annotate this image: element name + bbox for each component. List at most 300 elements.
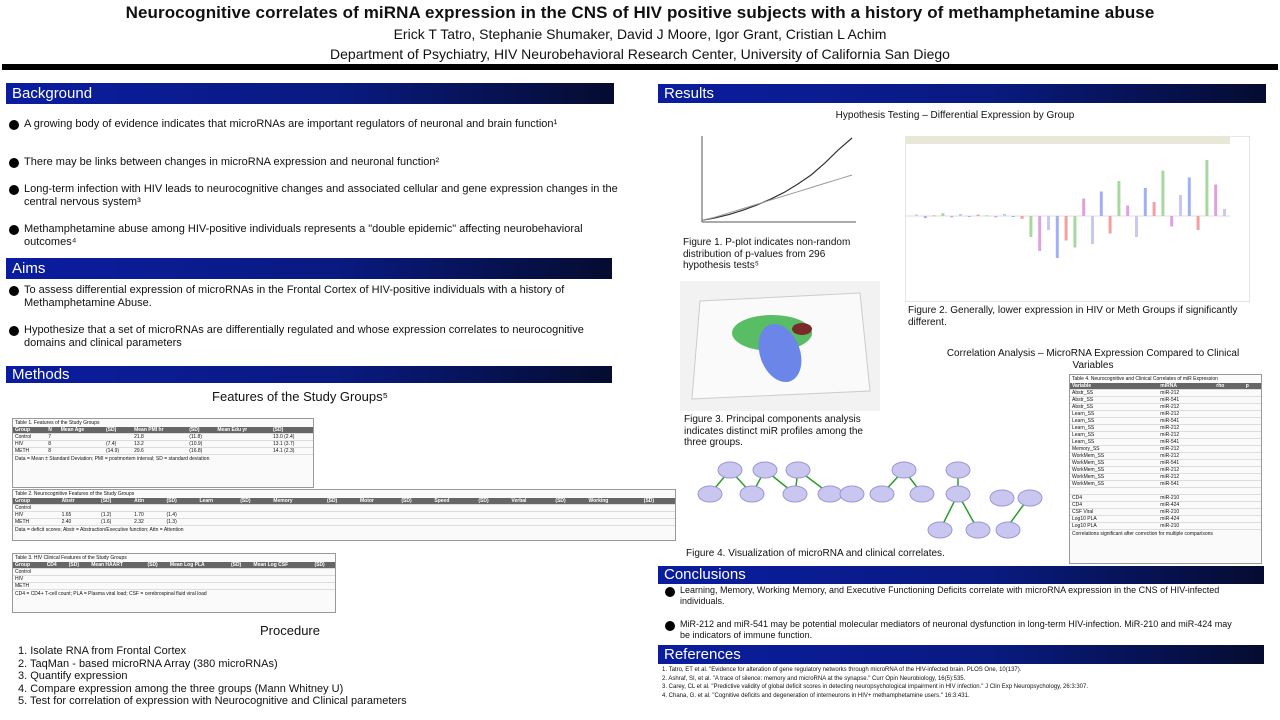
table-1-header-cell: (SD)	[187, 427, 215, 434]
table-2-cell: (1.4)	[164, 512, 197, 519]
table-2-cell	[553, 505, 586, 512]
table-2-cell	[509, 519, 553, 526]
table-2-header-cell: Group	[13, 498, 60, 505]
figure-1-bg	[680, 132, 860, 232]
table-3-cell	[67, 583, 89, 590]
figure-2-top-strip	[905, 136, 1230, 144]
table-4-cell	[1244, 425, 1261, 432]
table-4-cell	[1214, 411, 1243, 418]
figure-2-bar	[924, 216, 927, 218]
figure-2-bar	[1223, 209, 1226, 216]
table-3-header-cell: (SD)	[145, 562, 167, 569]
table-4-row	[1070, 467, 1261, 474]
table-2-cell	[432, 519, 476, 526]
authors: Erick T Tatro, Stephanie Shumaker, David J Moore, Igor Grant, Cristian L Achim	[393, 26, 887, 42]
table-4-cell	[1244, 446, 1261, 453]
table-3-cell: Control	[13, 569, 45, 576]
table-2-grid	[13, 498, 675, 526]
procedure-step: 3. Quantify expression	[18, 670, 128, 682]
table-2-header-cell: (SD)	[164, 498, 197, 505]
table-2-cell	[197, 512, 238, 519]
poster-title: Neurocognitive correlates of miRNA expression in the CNS of HIV positive subjects with a history of methamphetamine abuse	[125, 3, 1155, 22]
table-4-cell	[1158, 488, 1214, 495]
table-2-cell	[238, 505, 271, 512]
table-4-header-cell: p	[1244, 383, 1261, 390]
table-3-header-cell: (SD)	[229, 562, 251, 569]
table-4-row	[1070, 425, 1261, 432]
figure-2-bar	[1205, 160, 1208, 216]
methods-heading: Methods	[6, 366, 612, 383]
table-4-cell	[1070, 488, 1158, 495]
table-2-note: Data = deficit scores; Abstr = Abstraction/Executive function; Attn = Attention	[15, 527, 184, 533]
table-3-cell	[251, 569, 312, 576]
table-1-cell: (14.9)	[104, 448, 132, 455]
table-2-cell: Control	[13, 505, 60, 512]
table-4-cell	[1244, 397, 1261, 404]
table-4-cell	[1244, 516, 1261, 523]
table-4-row	[1070, 502, 1261, 509]
table-4-cell	[1214, 404, 1243, 411]
table-4-cell	[1244, 453, 1261, 460]
conclusions-bullet	[680, 619, 1240, 641]
table-2-header-cell: Learn	[197, 498, 238, 505]
table-4-row	[1070, 446, 1261, 453]
table-4-cell: Learn_SS	[1070, 432, 1158, 439]
table-2-cell: 2.32	[132, 519, 164, 526]
bullet-text: Long-term infection with HIV leads to neurocognitive changes and associated cellular and gene expression changes in the central nervous system³	[24, 183, 618, 208]
table-2-header-cell: Memory	[271, 498, 325, 505]
table-3-caption: Table 3. HIV Clinical Features of the Study Groups	[15, 555, 127, 561]
table-4-cell: WorkMem_SS	[1070, 474, 1158, 481]
table-4-cell	[1214, 488, 1243, 495]
figure-2-bar	[1117, 181, 1120, 216]
table-4-cell: miR-541	[1158, 481, 1214, 488]
bullet-icon	[9, 225, 19, 235]
table-4-cell: miR-212	[1158, 404, 1214, 411]
table-4-cell: Learn_SS	[1070, 418, 1158, 425]
table-3-cell: METH	[13, 583, 45, 590]
table-2-cell	[642, 512, 675, 519]
table-2-header-cell: (SD)	[642, 498, 675, 505]
table-4	[1069, 374, 1262, 564]
table-2-cell	[509, 505, 553, 512]
table-3-header-cell: (SD)	[312, 562, 335, 569]
table-3-cell	[67, 576, 89, 583]
table-4-cell: CD4	[1070, 495, 1158, 502]
bullet-icon	[9, 185, 19, 195]
references-heading: References	[658, 645, 1264, 664]
table-2-cell: (1.3)	[164, 519, 197, 526]
table-3-cell	[89, 576, 145, 583]
table-1-cell: (10.9)	[187, 441, 215, 448]
table-2-header-cell: Abstr	[60, 498, 99, 505]
table-4-cell: Learn_SS	[1070, 425, 1158, 432]
table-4-row	[1070, 439, 1261, 446]
table-3-cell: HIV	[13, 576, 45, 583]
table-2-header-cell: (SD)	[99, 498, 132, 505]
table-2-cell	[238, 512, 271, 519]
figure-2-bar	[1135, 216, 1138, 237]
table-1-cell	[59, 441, 104, 448]
table-3-row	[13, 576, 335, 583]
table-3-header-cell: Mean Log CSF	[251, 562, 312, 569]
table-4-row	[1070, 411, 1261, 418]
table-4-cell	[1244, 390, 1261, 397]
figure-2-bar	[1161, 171, 1164, 217]
table-1-cell: (7.4)	[104, 441, 132, 448]
table-2-header-cell: Speed	[432, 498, 476, 505]
table-4-header-cell: rho	[1214, 383, 1243, 390]
table-1-cell: 13.0 (2.4)	[271, 434, 313, 441]
table-1-cell: (11.8)	[187, 434, 215, 441]
table-2-row	[13, 519, 675, 526]
table-3-cell	[89, 583, 145, 590]
figure-2-bar	[1029, 216, 1032, 237]
table-3-cell	[168, 569, 229, 576]
table-3-header-cell: Group	[13, 562, 45, 569]
table-1-note: Data = Mean ± Standard Deviation; PMI = postmortem interval; SD = standard deviation	[15, 456, 210, 462]
reference-item: 2. Ashraf, SI, et al. "A trace of silence: memory and microRNA at the synapse." Curr Opin Neurobiology, 16(5):535.	[662, 675, 966, 682]
table-3-cell	[145, 583, 167, 590]
table-2-cell	[325, 519, 358, 526]
table-3-cell	[229, 583, 251, 590]
figure-2-bar	[1038, 216, 1041, 251]
table-2-row	[13, 512, 675, 519]
procedure-step: 1. Isolate RNA from Frontal Cortex	[18, 645, 187, 657]
table-2-row	[13, 505, 675, 512]
table-4-cell: miR-541	[1158, 439, 1214, 446]
aims-bullet	[24, 324, 614, 350]
table-2-cell	[399, 505, 432, 512]
bullet-icon	[9, 326, 19, 336]
table-2-cell	[271, 519, 325, 526]
table-1	[12, 418, 314, 488]
table-2-cell	[358, 505, 399, 512]
table-2-header-cell: (SD)	[238, 498, 271, 505]
table-1-cell: 29.6	[132, 448, 187, 455]
figure-3-group-red	[792, 323, 812, 335]
table-2-cell	[553, 512, 586, 519]
table-4-row	[1070, 404, 1261, 411]
bullet-icon	[665, 621, 675, 631]
figure-2-bar	[1126, 206, 1129, 217]
features-title: Features of the Study Groups⁵	[212, 389, 388, 404]
table-4-cell	[1214, 460, 1243, 467]
table-4-header-cell: miRNA	[1158, 383, 1214, 390]
table-2-cell	[432, 505, 476, 512]
figure-2-bar	[1153, 202, 1156, 216]
table-4-cell: miR-212	[1158, 425, 1214, 432]
background-bullet	[24, 118, 624, 131]
table-4-caption: Table 4. Neurocognitive and Clinical Correlates of miR Expression	[1072, 376, 1218, 382]
table-2-cell	[271, 505, 325, 512]
figure-2-bar	[959, 214, 962, 216]
table-1-cell	[59, 434, 104, 441]
figure-2-bar	[1047, 216, 1050, 230]
table-1-cell: HIV	[13, 441, 46, 448]
table-2-header-cell: (SD)	[476, 498, 509, 505]
table-4-cell: miR-212	[1158, 474, 1214, 481]
procedure-step: 4. Compare expression among the three groups (Mann Whitney U)	[18, 682, 344, 695]
results-heading: Results	[658, 84, 1266, 103]
table-4-cell: miR-424	[1158, 516, 1214, 523]
table-1-cell: 7	[46, 434, 59, 441]
table-4-row	[1070, 481, 1261, 488]
figure-2-bar	[994, 216, 997, 217]
figure-2-bar	[1065, 216, 1068, 241]
table-1-header-cell: Mean Edu yr	[215, 427, 271, 434]
table-2-cell	[509, 512, 553, 519]
bullet-text: Learning, Memory, Working Memory, and Executive Functioning Deficits correlate with microRNA expression in the CNS of HIV-infected individuals.	[680, 585, 1220, 606]
table-2-cell	[325, 512, 358, 519]
table-4-cell: WorkMem_SS	[1070, 460, 1158, 467]
table-4-note: Correlations significant after correction for multiple comparisons	[1072, 531, 1213, 537]
table-4-cell	[1214, 502, 1243, 509]
table-4-cell: Abstr_SS	[1070, 397, 1158, 404]
table-2-cell: (1.2)	[99, 512, 132, 519]
table-4-cell	[1214, 390, 1243, 397]
table-4-cell	[1214, 432, 1243, 439]
table-2-cell	[99, 505, 132, 512]
table-3-cell	[45, 583, 67, 590]
references-list	[662, 666, 1262, 700]
table-3-row	[13, 569, 335, 576]
table-4-row	[1070, 432, 1261, 439]
table-2-cell: 2.40	[60, 519, 99, 526]
table-4-cell	[1214, 467, 1243, 474]
table-4-cell	[1244, 411, 1261, 418]
table-3-cell	[45, 569, 67, 576]
bullet-text: MiR-212 and miR-541 may be potential molecular mediators of neuronal dysfunction in long-term HIV-infection. MiR-210 and miR-424 may be indicators of immune function.	[680, 619, 1232, 640]
table-4-cell: miR-212	[1158, 411, 1214, 418]
table-2-cell	[197, 505, 238, 512]
table-4-row	[1070, 390, 1261, 397]
figure-2-bar	[933, 215, 936, 216]
table-3-cell	[251, 583, 312, 590]
table-2-header-cell: (SD)	[553, 498, 586, 505]
table-1-row	[13, 448, 313, 455]
figure-2-bar	[1091, 216, 1094, 244]
table-4-cell	[1214, 509, 1243, 516]
table-3-cell	[312, 569, 335, 576]
figure-4-nodes	[698, 462, 1042, 538]
table-1-grid	[13, 427, 313, 455]
table-2-cell	[358, 519, 399, 526]
table-1-cell	[215, 441, 271, 448]
figure-2-bar	[950, 216, 953, 217]
table-4-cell	[1244, 418, 1261, 425]
table-4-cell: miR-212	[1158, 467, 1214, 474]
table-4-cell	[1244, 404, 1261, 411]
table-4-cell: CSF Viral	[1070, 509, 1158, 516]
conclusions-heading: Conclusions	[658, 566, 1264, 584]
table-2-cell: (1.6)	[99, 519, 132, 526]
table-2-cell	[271, 512, 325, 519]
table-4-cell: miR-210	[1158, 495, 1214, 502]
table-3-header-cell: Mean Log PLA	[168, 562, 229, 569]
table-4-cell: miR-541	[1158, 418, 1214, 425]
figure-2-bar	[1109, 216, 1112, 234]
table-4-cell	[1244, 488, 1261, 495]
figure-4-network	[690, 456, 1050, 546]
table-2-cell	[238, 519, 271, 526]
figure-2-bar	[977, 215, 980, 216]
table-4-cell: miR-210	[1158, 509, 1214, 516]
table-3-note: CD4 = CD4+ T-cell count; PLA = Plasma viral load; CSF = cerebrospinal fluid viral load	[15, 591, 207, 597]
figure-2-bar	[1188, 178, 1191, 217]
table-4-cell	[1244, 523, 1261, 530]
table-1-cell: (16.8)	[187, 448, 215, 455]
conclusions-bullet	[680, 585, 1240, 607]
reference-item: 4. Chana, G. et al. "Cognitive deficits and degeneration of interneurons in HIV+ methamphetamine users." 16:3:431.	[662, 692, 970, 699]
header-rule	[2, 64, 1278, 70]
figure-2-bar	[1214, 185, 1217, 217]
table-3-grid	[13, 562, 335, 590]
table-4-cell	[1214, 418, 1243, 425]
table-3-header-cell: CD4	[45, 562, 67, 569]
table-4-row	[1070, 474, 1261, 481]
table-1-row	[13, 434, 313, 441]
procedure-list	[18, 645, 578, 708]
table-2-header-cell: Motor	[358, 498, 399, 505]
figure-2-bar	[1144, 188, 1147, 216]
table-1-cell	[215, 434, 271, 441]
bullet-icon	[9, 286, 19, 296]
table-4-cell: miR-212	[1158, 432, 1214, 439]
table-4-cell	[1244, 509, 1261, 516]
table-4-cell	[1244, 495, 1261, 502]
table-3-cell	[251, 576, 312, 583]
table-2-cell	[358, 512, 399, 519]
table-4-cell: miR-541	[1158, 397, 1214, 404]
table-4-cell: miR-541	[1158, 460, 1214, 467]
table-1-header-cell: N	[46, 427, 59, 434]
reference-item: 1. Tatro, ET et al. "Evidence for alteration of gene regulatory networks through microRNA of the HIV-infected brain. PLOS One, 10(137).	[662, 667, 1022, 673]
table-2-cell: 1.70	[132, 512, 164, 519]
figure-2-bar	[1073, 216, 1076, 248]
table-2-cell: METH	[13, 519, 60, 526]
table-4-cell	[1244, 467, 1261, 474]
table-2-cell	[197, 519, 238, 526]
table-4-row	[1070, 488, 1261, 495]
table-4-cell	[1214, 474, 1243, 481]
table-2-header-cell: Working	[586, 498, 641, 505]
aims-heading: Aims	[6, 258, 612, 279]
table-4-cell: WorkMem_SS	[1070, 481, 1158, 488]
table-4-cell	[1244, 432, 1261, 439]
table-4-cell	[1214, 481, 1243, 488]
table-1-cell	[59, 448, 104, 455]
figure-2-bar	[968, 216, 971, 217]
table-4-cell	[1244, 474, 1261, 481]
table-2-cell	[60, 505, 99, 512]
table-2-cell	[586, 505, 641, 512]
table-1-cell: 13.2	[132, 441, 187, 448]
figure-2-bar	[1012, 216, 1015, 217]
table-4-cell	[1214, 397, 1243, 404]
background-bullet	[24, 223, 624, 249]
table-4-row	[1070, 453, 1261, 460]
table-1-cell	[104, 434, 132, 441]
table-2-header-cell: Attn	[132, 498, 164, 505]
table-1-cell: METH	[13, 448, 46, 455]
bullet-text: There may be links between changes in microRNA expression and neuronal function²	[24, 156, 440, 168]
aims-bullet	[24, 284, 604, 310]
figure-2-bar	[1082, 199, 1085, 217]
table-4-row	[1070, 418, 1261, 425]
background-heading: Background	[6, 83, 614, 104]
figure-2-bar	[941, 213, 944, 216]
hypothesis-title: Hypothesis Testing – Differential Expression by Group	[835, 110, 1075, 121]
figure-1-pplot	[680, 132, 860, 232]
table-1-cell: 21.8	[132, 434, 187, 441]
table-3-cell	[45, 576, 67, 583]
table-3-cell	[67, 569, 89, 576]
table-2-header-cell: (SD)	[399, 498, 432, 505]
table-4-cell	[1244, 439, 1261, 446]
table-2-cell: 1.65	[60, 512, 99, 519]
table-3-cell	[168, 583, 229, 590]
table-1-row	[13, 441, 313, 448]
table-1-cell: 13.1 (3.7)	[271, 441, 313, 448]
table-3-cell	[168, 576, 229, 583]
table-2	[12, 489, 676, 541]
table-4-cell: miR-210	[1158, 523, 1214, 530]
bullet-text: To assess differential expression of microRNAs in the Frontal Cortex of HIV-positive individuals with a history of Methamphetamine Abuse.	[24, 284, 565, 309]
table-1-cell: 8	[46, 441, 59, 448]
table-4-cell: Learn_SS	[1070, 411, 1158, 418]
table-4-cell: miR-212	[1158, 390, 1214, 397]
bullet-text: A growing body of evidence indicates that microRNAs are important regulators of neuronal and brain function¹	[24, 118, 558, 130]
table-2-cell	[642, 519, 675, 526]
table-4-row	[1070, 509, 1261, 516]
table-4-row	[1070, 460, 1261, 467]
table-2-cell	[586, 519, 641, 526]
table-4-cell	[1214, 439, 1243, 446]
table-3-cell	[145, 576, 167, 583]
table-4-row	[1070, 516, 1261, 523]
table-4-cell	[1214, 523, 1243, 530]
table-4-cell	[1244, 502, 1261, 509]
table-2-header-cell: (SD)	[325, 498, 358, 505]
bullet-text: Hypothesize that a set of microRNAs are differentially regulated and whose expression correlates to neurocognitive domains and clinical parameters	[24, 324, 584, 349]
procedure-step: 2. TaqMan - based microRNA Array (380 microRNAs)	[18, 657, 278, 670]
table-4-cell: Log10 PLA	[1070, 523, 1158, 530]
table-2-caption: Table 2. Neurocognitive Features of the Study Groups	[15, 491, 135, 497]
procedure-step: 5. Test for correlation of expression with Neurocognitive and Clinical parameters	[18, 695, 407, 707]
table-1-cell: 14.1 (2.3)	[271, 448, 313, 455]
bullet-text: Methamphetamine abuse among HIV-positive individuals represents a "double epidemic" affecting neurobehavioral outcomes⁴	[24, 223, 583, 248]
table-2-cell	[476, 519, 509, 526]
table-3-header-cell: (SD)	[67, 562, 89, 569]
table-4-header-cell: Variable	[1070, 383, 1158, 390]
table-1-header-cell: (SD)	[104, 427, 132, 434]
table-4-row	[1070, 397, 1261, 404]
table-2-cell	[325, 505, 358, 512]
table-4-cell	[1214, 446, 1243, 453]
figure-2-bar	[1021, 216, 1024, 219]
table-2-cell	[132, 505, 164, 512]
figure-2-bar	[1197, 216, 1200, 230]
figure-4-caption: Figure 4. Visualization of microRNA and clinical correlates.	[686, 548, 945, 559]
table-2-cell	[432, 512, 476, 519]
table-2-cell	[476, 505, 509, 512]
table-3-cell	[229, 576, 251, 583]
figure-2-bar	[1100, 192, 1103, 217]
table-4-cell: miR-424	[1158, 502, 1214, 509]
bullet-icon	[665, 587, 675, 597]
department: Department of Psychiatry, HIV Neurobehavioral Research Center, University of California San Diego	[330, 46, 950, 62]
